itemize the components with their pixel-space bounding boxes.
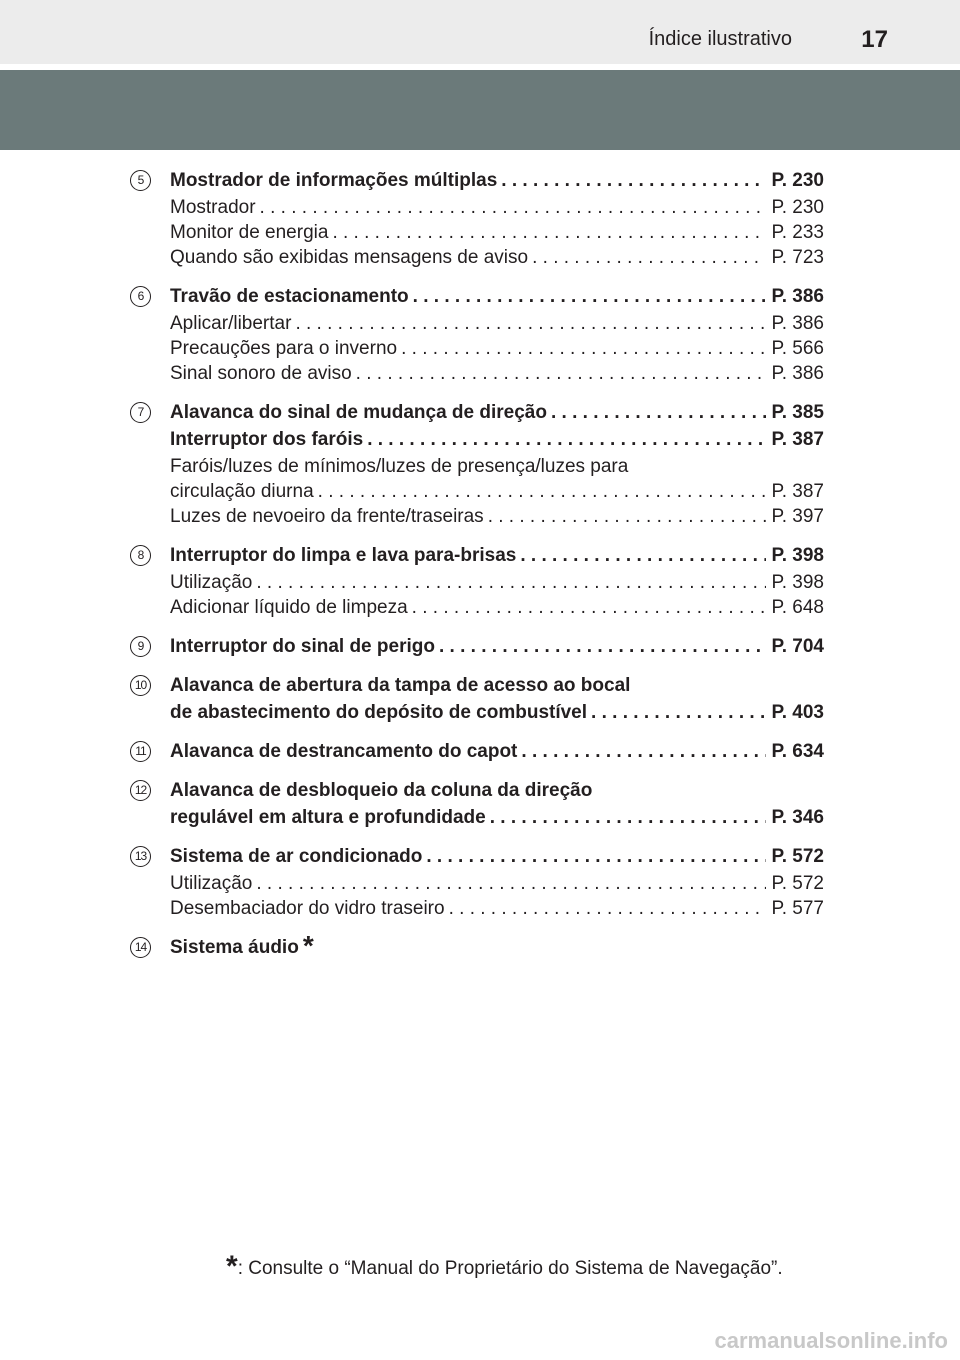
index-entry <box>130 844 830 921</box>
index-heading-row: Sistema áudio * <box>170 930 314 961</box>
entry-label: Mostrador <box>170 197 256 218</box>
index-entry <box>130 673 830 725</box>
dot-leader <box>318 479 766 504</box>
entry-label: circulação diurna <box>170 481 314 502</box>
header-banner <box>0 70 960 150</box>
dot-leader <box>256 570 765 595</box>
dot-leader <box>260 195 766 220</box>
page-reference: P. 704 <box>771 636 824 657</box>
entry-label: Alavanca do sinal de mudança de direção <box>170 402 547 423</box>
entry-label: Interruptor do limpa e lava para-brisas <box>170 545 517 566</box>
index-heading-row <box>170 634 824 659</box>
entry-number-badge: 7 <box>130 402 151 423</box>
index-subitem-row <box>170 361 824 386</box>
index-entry <box>130 284 830 386</box>
entry-label: Utilização <box>170 873 253 894</box>
dot-leader <box>426 844 765 869</box>
index-heading-row <box>170 543 824 568</box>
entry-label: regulável em altura e profundidade <box>170 807 486 828</box>
page-reference: P. 346 <box>771 807 824 828</box>
dot-leader <box>367 427 765 452</box>
entry-label: Mostrador de informações múltiplas <box>170 170 498 191</box>
page-reference: P. 386 <box>771 363 824 384</box>
index-entry <box>130 400 830 529</box>
entry-label: Quando são exibidas mensagens de aviso <box>170 247 529 268</box>
dot-leader <box>401 336 765 361</box>
entry-number-badge: 13 <box>130 846 151 867</box>
index-subitem-row <box>170 896 824 921</box>
index-entry <box>130 739 830 764</box>
footnote <box>226 1250 783 1284</box>
page-reference: P. 386 <box>771 313 824 334</box>
page-reference: P. 566 <box>771 338 824 359</box>
dot-leader <box>449 896 766 921</box>
entry-number-badge: 9 <box>130 636 151 657</box>
index-subitem-row <box>170 504 824 529</box>
entry-label: Interruptor dos faróis <box>170 429 364 450</box>
page-reference: P. 398 <box>771 572 824 593</box>
dot-leader <box>532 245 765 270</box>
page-header <box>0 0 960 150</box>
page-reference: P. 387 <box>771 429 824 450</box>
dot-leader <box>413 284 766 309</box>
entry-label: Utilização <box>170 572 253 593</box>
entry-number-badge: 5 <box>130 170 151 191</box>
page-reference: P. 572 <box>771 873 824 894</box>
page-reference: P. 397 <box>771 506 824 527</box>
entry-label: Aplicar/libertar <box>170 313 292 334</box>
index-heading-row <box>170 778 824 803</box>
entry-label: Sistema áudio <box>170 937 299 958</box>
page-reference: P. 385 <box>771 402 824 423</box>
page-reference: P. 577 <box>771 898 824 919</box>
index-heading-row <box>170 844 824 869</box>
entry-label: Desembaciador do vidro traseiro <box>170 898 445 919</box>
index-subitem-row <box>170 311 824 336</box>
entry-label: Luzes de nevoeiro da frente/traseiras <box>170 506 484 527</box>
page-reference: P. 634 <box>771 741 824 762</box>
footnote-asterisk: * <box>226 1250 238 1283</box>
index-heading-row <box>170 739 824 764</box>
dot-leader <box>591 700 765 725</box>
entry-number-badge: 14 <box>130 937 151 958</box>
page-reference: P. 723 <box>771 247 824 268</box>
page-number: 17 <box>861 26 888 53</box>
entry-number-badge: 10 <box>130 675 151 696</box>
index-heading-row <box>170 168 824 193</box>
entry-label: Travão de estacionamento <box>170 286 409 307</box>
dot-leader <box>501 168 765 193</box>
entry-label: Alavanca de abertura da tampa de acesso ao bocal <box>170 675 631 696</box>
dot-leader <box>521 739 765 764</box>
index-heading-row <box>170 673 824 698</box>
index-subitem-row <box>170 871 824 896</box>
entry-number-badge: 6 <box>130 286 151 307</box>
index-subitem-row <box>170 595 824 620</box>
index-entry <box>130 778 830 830</box>
entry-label: Sinal sonoro de aviso <box>170 363 352 384</box>
page-reference: P. 403 <box>771 702 824 723</box>
entry-label: Interruptor do sinal de perigo <box>170 636 435 657</box>
entry-number-badge: 12 <box>130 780 151 801</box>
header-strip <box>0 0 960 64</box>
dot-leader <box>356 361 766 386</box>
watermark: carmanualsonline.info <box>714 1328 948 1353</box>
dot-leader <box>295 311 765 336</box>
entry-number-badge: 11 <box>130 741 151 762</box>
index-list <box>130 168 830 974</box>
entry-label: de abastecimento do depósito de combustível <box>170 702 588 723</box>
page-reference: P. 398 <box>771 545 824 566</box>
index-heading-row <box>170 700 824 725</box>
page-reference: P. 230 <box>771 170 824 191</box>
index-entry <box>130 634 830 659</box>
entry-label: Monitor de energia <box>170 222 329 243</box>
index-subitem-row <box>170 336 824 361</box>
dot-leader <box>256 871 765 896</box>
entry-label: Adicionar líquido de limpeza <box>170 597 408 618</box>
index-heading-row <box>170 400 824 425</box>
entry-label: Precauções para o inverno <box>170 338 398 359</box>
index-subitem-row <box>170 220 824 245</box>
dot-leader <box>520 543 765 568</box>
dot-leader <box>551 400 766 425</box>
index-entry <box>130 930 830 961</box>
page-reference: P. 230 <box>771 197 824 218</box>
index-heading-row <box>170 284 824 309</box>
index-heading-row <box>170 427 824 452</box>
dot-leader <box>488 504 766 529</box>
index-subitem-row <box>170 570 824 595</box>
page-reference: P. 386 <box>771 286 824 307</box>
dot-leader <box>332 220 765 245</box>
dot-leader <box>412 595 766 620</box>
page-reference: P. 387 <box>771 481 824 502</box>
index-entry <box>130 543 830 620</box>
entry-label: Sistema de ar condicionado <box>170 846 423 867</box>
page-reference: P. 648 <box>771 597 824 618</box>
entry-label: Alavanca de desbloqueio da coluna da direção <box>170 780 593 801</box>
index-heading-row <box>170 805 824 830</box>
footnote-text: : Consulte o “Manual do Proprietário do Sistema de Navegação”. <box>237 1258 783 1279</box>
entry-label: Faróis/luzes de mínimos/luzes de presença/luzes para <box>170 456 629 477</box>
entry-label: Alavanca de destrancamento do capot <box>170 741 518 762</box>
page-reference: P. 233 <box>771 222 824 243</box>
index-entry <box>130 168 830 270</box>
page-reference: P. 572 <box>771 846 824 867</box>
index-subitem-row <box>170 195 824 220</box>
index-subitem-row <box>170 454 824 479</box>
entry-number-badge: 8 <box>130 545 151 566</box>
section-title: Índice ilustrativo <box>648 28 792 50</box>
index-subitem-row <box>170 479 824 504</box>
dot-leader <box>490 805 766 830</box>
dot-leader <box>439 634 766 659</box>
index-subitem-row <box>170 245 824 270</box>
